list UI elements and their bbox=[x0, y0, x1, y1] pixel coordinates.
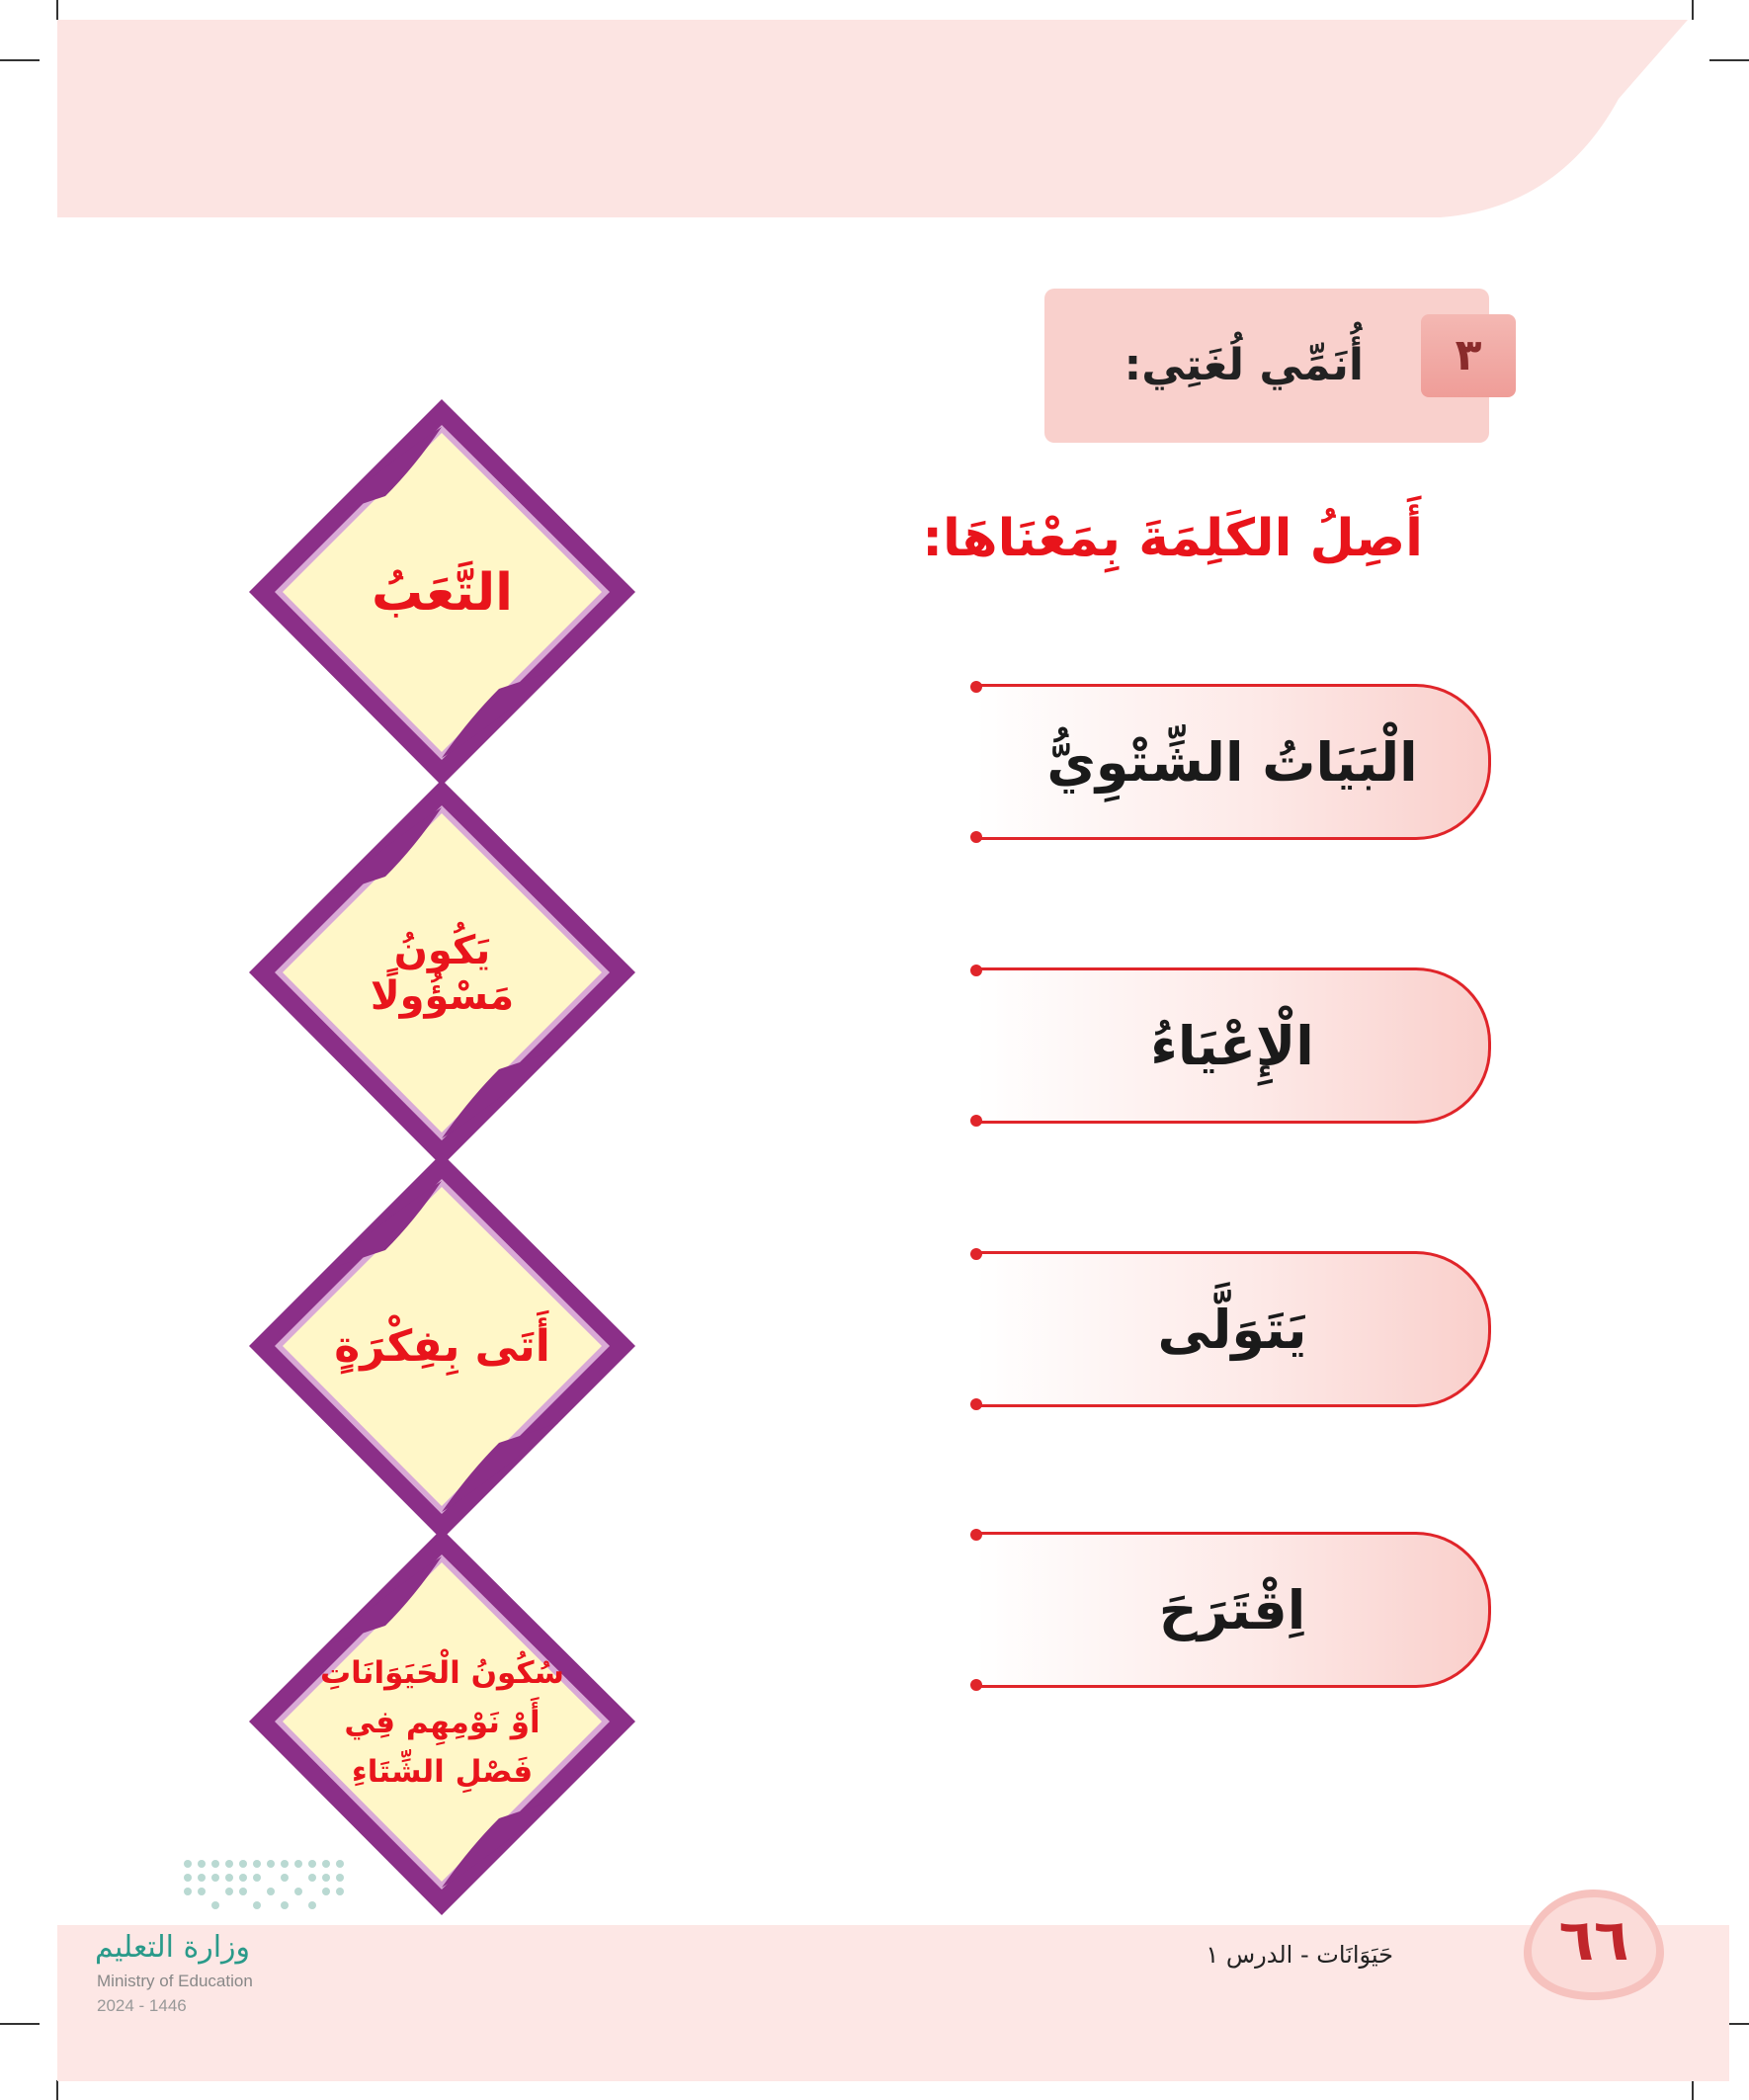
crop-mark bbox=[0, 2023, 40, 2025]
word-card[interactable] bbox=[976, 684, 1491, 840]
crop-mark bbox=[1692, 2080, 1694, 2100]
word-card[interactable] bbox=[976, 1532, 1491, 1688]
word-label: اِقْتَرَحَ bbox=[1158, 1578, 1306, 1641]
meaning-diamond[interactable] bbox=[247, 778, 637, 1168]
meaning-label: يَكُونُ مَسْؤُولًا bbox=[370, 927, 515, 1019]
crop-mark bbox=[1709, 59, 1749, 61]
meaning-diamond[interactable] bbox=[247, 397, 637, 788]
word-card[interactable] bbox=[976, 967, 1491, 1124]
word-label: يَتَوَلَّى bbox=[1157, 1298, 1307, 1361]
ministry-logo-icon bbox=[178, 1856, 356, 1915]
page-number-badge bbox=[1520, 1886, 1668, 2004]
crop-mark bbox=[1692, 0, 1694, 20]
ministry-name-en: Ministry of Education bbox=[97, 1972, 253, 1990]
section-title: أُنَمِّي لُغَتِي: bbox=[1124, 340, 1364, 390]
crop-mark bbox=[56, 2080, 58, 2100]
word-label: الْإِعْيَاءُ bbox=[1150, 1014, 1314, 1077]
instruction-text: أَصِلُ الكَلِمَةَ بِمَعْنَاهَا: bbox=[922, 509, 1423, 568]
meaning-label: أَتَى بِفِكْرَةٍ bbox=[334, 1321, 550, 1372]
word-card[interactable] bbox=[976, 1251, 1491, 1407]
meaning-label: التَّعَبُ bbox=[372, 562, 513, 623]
crop-mark bbox=[0, 59, 40, 61]
word-label: الْبَيَاتُ الشِّتْوِيُّ bbox=[1046, 730, 1418, 794]
footer-band bbox=[57, 1925, 1729, 2081]
crop-mark bbox=[56, 0, 58, 20]
header-band bbox=[57, 20, 1688, 217]
ministry-name-ar: وزارة التعليم bbox=[95, 1930, 251, 1965]
lesson-label: حَيَوَانَات - الدرس ١ bbox=[1206, 1941, 1393, 1969]
page-number: ٦٦ bbox=[1558, 1906, 1629, 1974]
section-number: ٣ bbox=[1421, 314, 1516, 397]
edition-year: 2024 - 1446 bbox=[97, 1996, 187, 2015]
meaning-diamond[interactable] bbox=[247, 1151, 637, 1542]
meaning-label: سُكُونُ الْحَيَوَانَاتِ أَوْ نَوْمِهِم فِي فَصْلِ الشِّتَاءِ bbox=[320, 1654, 564, 1790]
